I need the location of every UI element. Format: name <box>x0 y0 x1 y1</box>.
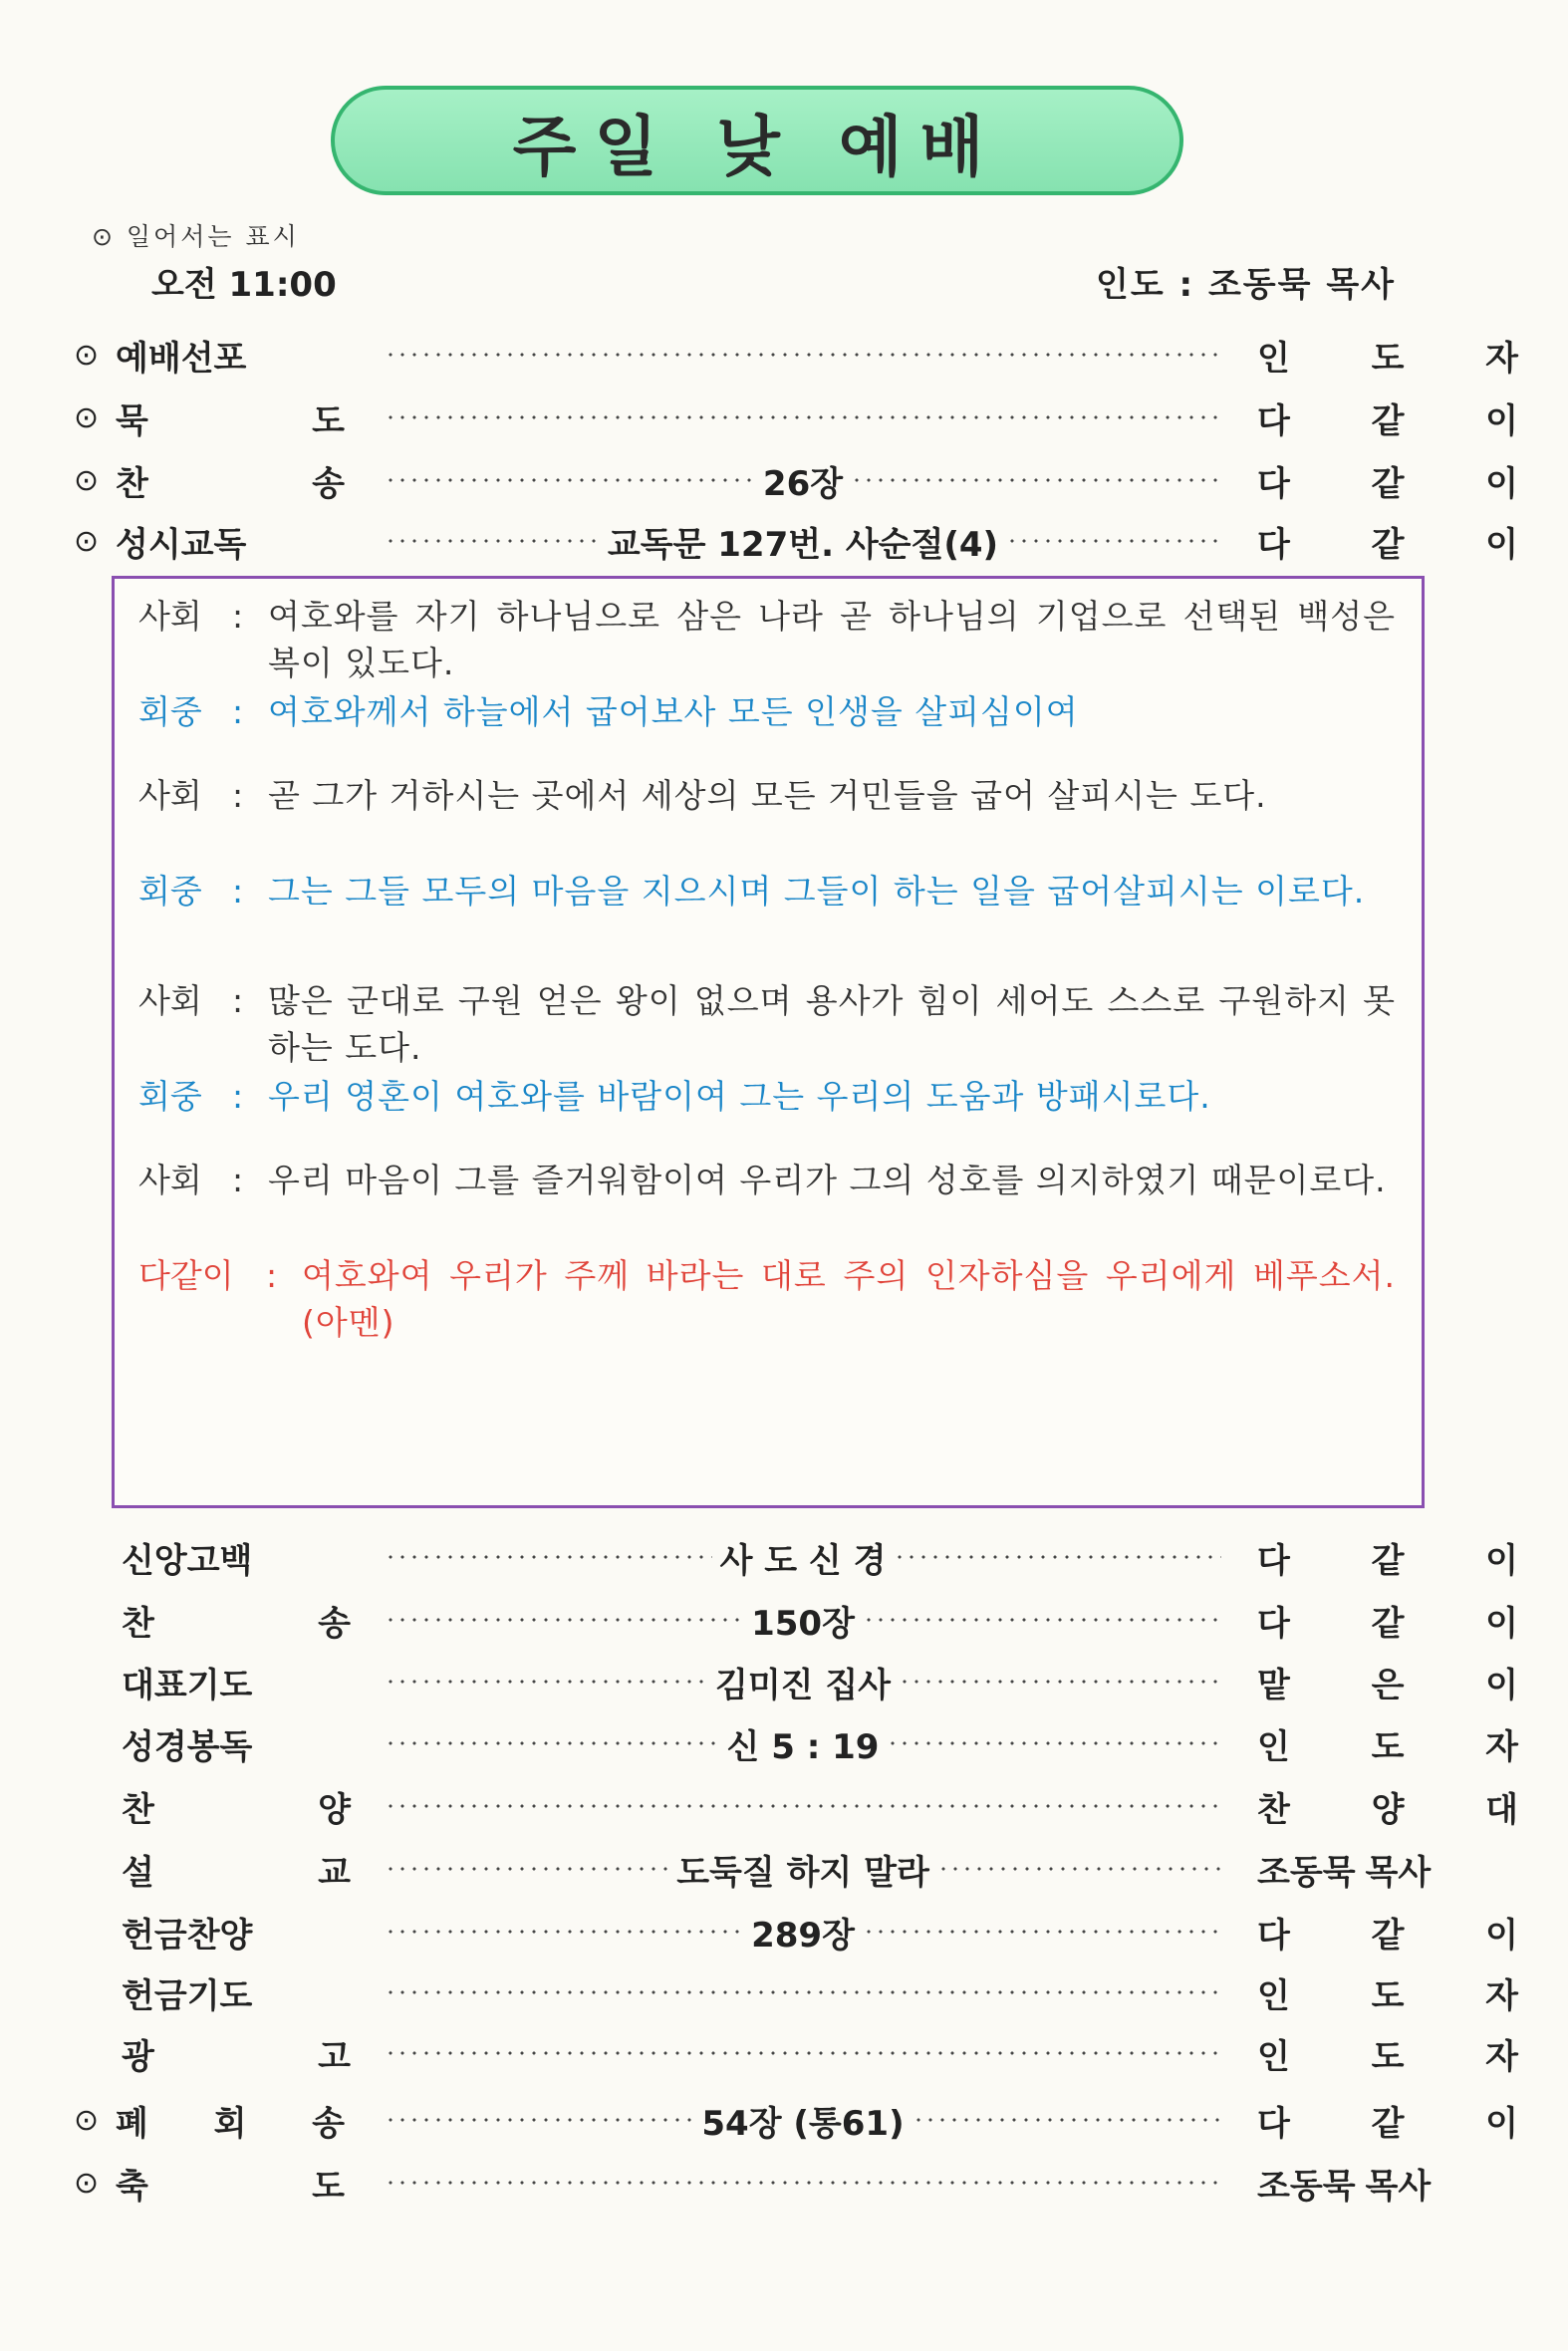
dot-leader <box>385 2094 1221 2146</box>
standing-mark-icon: ⊙ <box>74 2165 100 2201</box>
dot-leader <box>385 392 1221 443</box>
dot-leader <box>385 1966 1221 2018</box>
order-row <box>74 329 1518 381</box>
page-title: 주일 낮 예배 <box>512 108 1002 185</box>
standing-legend: ⊙ 일어서는 표시 <box>92 222 300 251</box>
order-row <box>74 1717 1518 1769</box>
standing-mark-icon: ⊙ <box>74 399 100 435</box>
order-item-person: 맡 은 이 <box>1257 1665 1518 1705</box>
dot-leader <box>385 2027 1221 2079</box>
order-row <box>74 2094 1518 2146</box>
reading-text: 많은 군대로 구원 얻은 왕이 없으며 용사가 힘이 세어도 스스로 구원하지 못하는 도다. <box>268 981 1396 1067</box>
order-item-person: 다 같 이 <box>1257 1540 1518 1581</box>
order-item-detail: 김미진 집사 <box>714 1665 892 1705</box>
order-item-person: 다 같 이 <box>1257 463 1518 504</box>
reading-colon: : <box>232 1161 244 1199</box>
reading-colon: : <box>232 692 244 731</box>
order-item-name: 광 고 <box>122 2036 351 2077</box>
order-item-detail: 26장 <box>762 463 844 504</box>
order-item-person: 다 같 이 <box>1257 2103 1518 2144</box>
dot-leader <box>385 1717 1221 1769</box>
order-item-name: 묵 도 <box>116 400 345 441</box>
order-item-name: 헌금기도 <box>122 1975 253 2016</box>
dot-leader <box>385 454 1221 506</box>
order-item-name: 헌금찬양 <box>122 1915 253 1956</box>
order-item-person: 조동묵 목사 <box>1257 2166 1432 2207</box>
dot-leader <box>385 1531 1221 1583</box>
responsive-reading-box <box>112 576 1425 1508</box>
reading-text: 우리 마음이 그를 즐거워함이여 우리가 그의 성호를 의지하였기 때문이로다. <box>268 1161 1387 1199</box>
order-item-name: 폐 회 송 <box>116 2103 345 2144</box>
order-item-person: 인 도 자 <box>1257 1726 1518 1767</box>
dot-leader <box>385 2157 1221 2209</box>
order-row <box>74 1594 1518 1646</box>
order-item-person: 다 같 이 <box>1257 1603 1518 1644</box>
reading-line <box>138 1252 1396 1346</box>
dot-leader <box>385 1843 1221 1895</box>
reading-speaker: 회중 <box>138 1077 202 1116</box>
order-item-person: 인 도 자 <box>1257 338 1518 379</box>
order-item-detail: 사 도 신 경 <box>719 1540 887 1581</box>
title-banner <box>331 86 1183 195</box>
reading-colon: : <box>232 597 244 636</box>
order-row <box>74 2157 1448 2209</box>
reading-text: 여호와여 우리가 주께 바라는 대로 주의 인자하심을 우리에게 베푸소서. (아멘) <box>302 1256 1396 1342</box>
reading-speaker: 사회 <box>138 1161 202 1199</box>
order-row <box>74 515 1518 567</box>
order-item-detail: 교독문 127번. 사순절(4) <box>607 524 999 565</box>
reading-line <box>138 1073 1396 1120</box>
standing-mark-icon: ⊙ <box>74 337 100 373</box>
order-item-detail: 150장 <box>751 1603 855 1644</box>
order-item-person: 찬 양 대 <box>1257 1789 1518 1830</box>
dot-leader <box>385 1656 1221 1707</box>
reading-text: 곧 그가 거하시는 곳에서 세상의 모든 거민들을 굽어 살피시는 도다. <box>268 776 1267 815</box>
order-item-person: 조동묵 목사 <box>1257 1852 1432 1893</box>
order-row <box>74 1843 1448 1895</box>
standing-mark-icon: ⊙ <box>74 462 100 498</box>
order-item-name: 예배선포 <box>116 338 247 379</box>
reading-colon: : <box>232 1077 244 1116</box>
order-row <box>74 454 1518 506</box>
reading-speaker: 사회 <box>138 776 202 815</box>
order-item-name: 찬 송 <box>116 463 345 504</box>
order-item-name: 신앙고백 <box>122 1540 253 1581</box>
reading-speaker: 사회 <box>138 981 202 1020</box>
reading-speaker: 회중 <box>138 872 202 911</box>
dot-leader <box>385 329 1221 381</box>
order-item-name: 성시교독 <box>116 524 247 565</box>
dot-leader <box>385 515 1221 567</box>
order-item-person: 인 도 자 <box>1257 1975 1518 2016</box>
reading-colon: : <box>232 776 244 815</box>
order-item-name: 성경봉독 <box>122 1726 253 1767</box>
order-row <box>74 1780 1518 1832</box>
reading-text: 여호와를 자기 하나님으로 삼은 나라 곧 하나님의 기업으로 선택된 백성은 복이 있도다. <box>268 597 1396 682</box>
dot-leader <box>385 1780 1221 1832</box>
reading-colon: : <box>266 1256 278 1295</box>
order-item-name: 찬 송 <box>122 1603 351 1644</box>
reading-line <box>138 593 1396 686</box>
reading-line <box>138 977 1396 1071</box>
order-row <box>74 1656 1518 1707</box>
reading-colon: : <box>232 872 244 911</box>
order-item-name: 대표기도 <box>122 1665 253 1705</box>
reading-line <box>138 772 1396 819</box>
order-item-name: 설 교 <box>122 1852 351 1893</box>
reading-colon: : <box>232 981 244 1020</box>
reading-line <box>138 1157 1396 1203</box>
reading-speaker: 회중 <box>138 692 202 731</box>
standing-mark-icon: ⊙ <box>74 2102 100 2138</box>
reading-text: 그는 그들 모두의 마음을 지으시며 그들이 하는 일을 굽어살피시는 이로다. <box>268 872 1366 911</box>
order-item-person: 인 도 자 <box>1257 2036 1518 2077</box>
service-leader: 인도 : 조동묵 목사 <box>1096 265 1397 305</box>
order-row <box>74 1531 1518 1583</box>
order-item-detail: 289장 <box>751 1915 855 1956</box>
order-item-name: 축 도 <box>116 2166 345 2207</box>
order-row <box>74 2027 1518 2079</box>
order-row <box>74 392 1518 443</box>
reading-text: 여호와께서 하늘에서 굽어보사 모든 인생을 살피심이여 <box>268 692 1079 731</box>
reading-speaker: 사회 <box>138 597 202 636</box>
order-item-person: 다 같 이 <box>1257 524 1518 565</box>
standing-mark-icon: ⊙ <box>74 523 100 559</box>
reading-line <box>138 868 1396 914</box>
order-row <box>74 1966 1518 2018</box>
order-item-detail: 신 5 : 19 <box>726 1726 880 1767</box>
service-time: 오전 11:00 <box>151 265 337 305</box>
order-row <box>74 1906 1518 1958</box>
order-item-person: 다 같 이 <box>1257 1915 1518 1956</box>
reading-speaker: 다같이 <box>138 1256 234 1295</box>
dot-leader <box>385 1906 1221 1958</box>
dot-leader <box>385 1594 1221 1646</box>
reading-line <box>138 688 1396 735</box>
order-item-detail: 도둑질 하지 말라 <box>676 1852 929 1893</box>
order-item-name: 찬 양 <box>122 1789 351 1830</box>
order-item-detail: 54장 (통61) <box>701 2103 905 2144</box>
reading-text: 우리 영혼이 여호와를 바람이여 그는 우리의 도움과 방패시로다. <box>268 1077 1211 1116</box>
order-item-person: 다 같 이 <box>1257 400 1518 441</box>
